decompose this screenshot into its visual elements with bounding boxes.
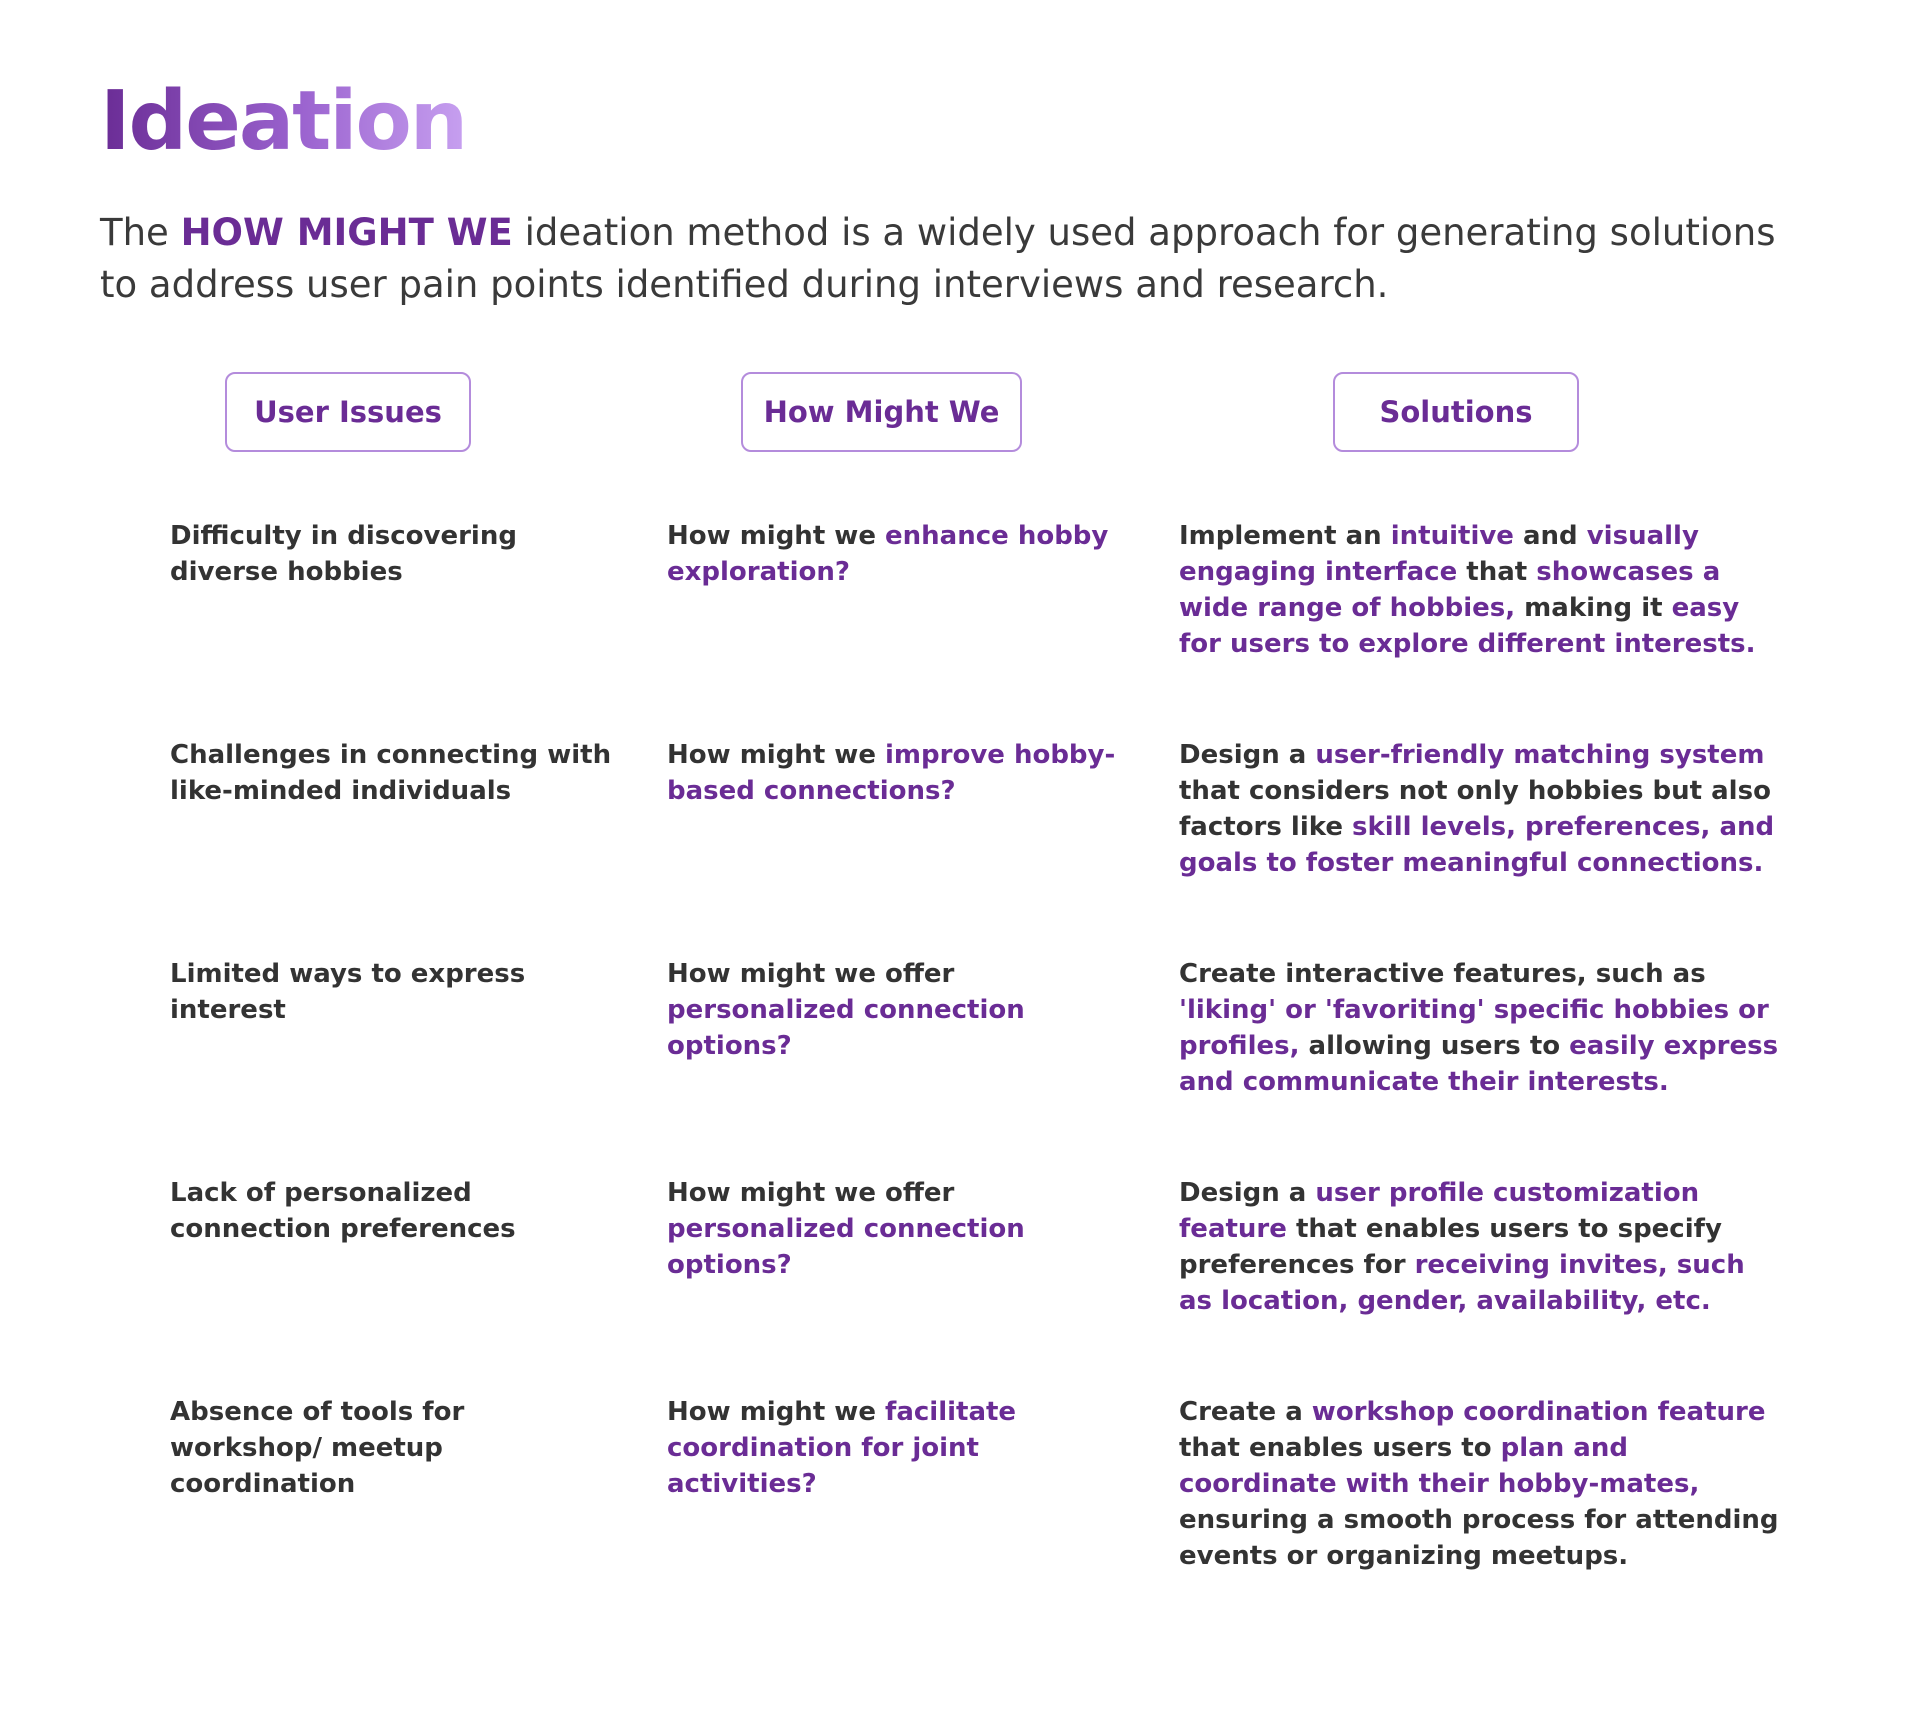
hmw-highlight: personalized connection options? bbox=[667, 995, 1025, 1061]
solution-highlight: easily express and communicate their interests. bbox=[1179, 1031, 1779, 1097]
solution-highlight: visually engaging interface bbox=[1179, 521, 1699, 587]
ideation-row bbox=[0, 956, 1920, 1156]
user-issues-header: User Issues bbox=[225, 372, 471, 452]
solution-highlight: plan and coordinate with their hobby-mates, bbox=[1179, 1433, 1700, 1499]
ideation-row bbox=[0, 518, 1920, 718]
how-might-we-question bbox=[667, 1394, 1137, 1502]
solution-text-part: Design a bbox=[1179, 1178, 1316, 1208]
solution-text-part: that considers not only hobbies but also factors like bbox=[1179, 776, 1771, 842]
solution-highlight: workshop coordination feature bbox=[1311, 1397, 1766, 1427]
hmw-highlight: facilitate coordination for joint activities? bbox=[667, 1397, 1017, 1499]
solution-highlight: skill levels, preferences, and goals to foster meaningful connections. bbox=[1179, 812, 1775, 878]
user-issue: Lack of personalized connection preferences bbox=[170, 1178, 516, 1244]
intro-emphasis: HOW MIGHT WE bbox=[180, 211, 513, 254]
solution-highlight: user profile customization feature bbox=[1179, 1178, 1700, 1244]
solution-text-part: and bbox=[1513, 521, 1587, 551]
how-might-we-question bbox=[667, 1175, 1137, 1283]
hmw-text: How might we offer bbox=[667, 959, 955, 989]
ideation-row bbox=[0, 1394, 1920, 1594]
user-issue: Challenges in connecting with like-minded individuals bbox=[170, 740, 612, 806]
solution-text-part: allowing users to bbox=[1299, 1031, 1570, 1061]
hmw-text: How might we bbox=[667, 1397, 886, 1427]
solution-text-part: Design a bbox=[1179, 740, 1316, 770]
user-issue: Limited ways to express interest bbox=[170, 959, 526, 1025]
hmw-text: How might we bbox=[667, 740, 886, 770]
solution-text-part: that bbox=[1457, 557, 1537, 587]
solution-highlight: showcases a wide range of hobbies, bbox=[1179, 557, 1721, 623]
solution-text bbox=[1179, 1175, 1779, 1319]
solution-text-part: that enables users to specify preferences for bbox=[1179, 1214, 1722, 1280]
ideation-row bbox=[0, 737, 1920, 937]
solution-text-part: Create interactive features, such as bbox=[1179, 959, 1706, 989]
solution-highlight: 'liking' or 'favoriting' specific hobbies or profiles, bbox=[1179, 995, 1769, 1061]
ideation-row bbox=[0, 1175, 1920, 1375]
solution-text-part: Implement an bbox=[1179, 521, 1391, 551]
how-might-we-header: How Might We bbox=[741, 372, 1022, 452]
user-issue: Absence of tools for workshop/ meetup coordination bbox=[170, 1397, 465, 1499]
intro-text-before: The bbox=[100, 211, 181, 254]
solution-highlight: receiving invites, such as location, gender, availability, etc. bbox=[1179, 1250, 1745, 1316]
solution-text bbox=[1179, 518, 1779, 662]
solution-text-part: ensuring a smooth process for attending events or organizing meetups. bbox=[1179, 1505, 1779, 1571]
solution-highlight: intuitive bbox=[1390, 521, 1514, 551]
solutions-header: Solutions bbox=[1333, 372, 1579, 452]
hmw-highlight: enhance hobby exploration? bbox=[667, 521, 1109, 587]
how-might-we-question bbox=[667, 956, 1137, 1064]
page-title: Ideation bbox=[100, 72, 466, 172]
solution-text-part: making it bbox=[1515, 593, 1672, 623]
solution-text bbox=[1179, 956, 1779, 1100]
solution-highlight: user-friendly matching system bbox=[1315, 740, 1765, 770]
how-might-we-question bbox=[667, 518, 1137, 590]
intro-paragraph bbox=[100, 207, 1820, 311]
intro-text-after: ideation method is a widely used approach for generating solutions to address user pain points identified during interviews and research. bbox=[100, 211, 1776, 306]
solution-text-part: that enables users to bbox=[1179, 1433, 1501, 1463]
hmw-text: How might we bbox=[667, 521, 886, 551]
solution-text bbox=[1179, 737, 1779, 881]
solution-highlight: easy for users to explore different interests. bbox=[1179, 593, 1756, 659]
hmw-highlight: personalized connection options? bbox=[667, 1214, 1025, 1280]
solution-text-part: Create a bbox=[1179, 1397, 1312, 1427]
hmw-text: How might we offer bbox=[667, 1178, 955, 1208]
hmw-highlight: improve hobby-based connections? bbox=[667, 740, 1116, 806]
user-issue: Difficulty in discovering diverse hobbies bbox=[170, 521, 517, 587]
how-might-we-question bbox=[667, 737, 1137, 809]
solution-text bbox=[1179, 1394, 1779, 1574]
